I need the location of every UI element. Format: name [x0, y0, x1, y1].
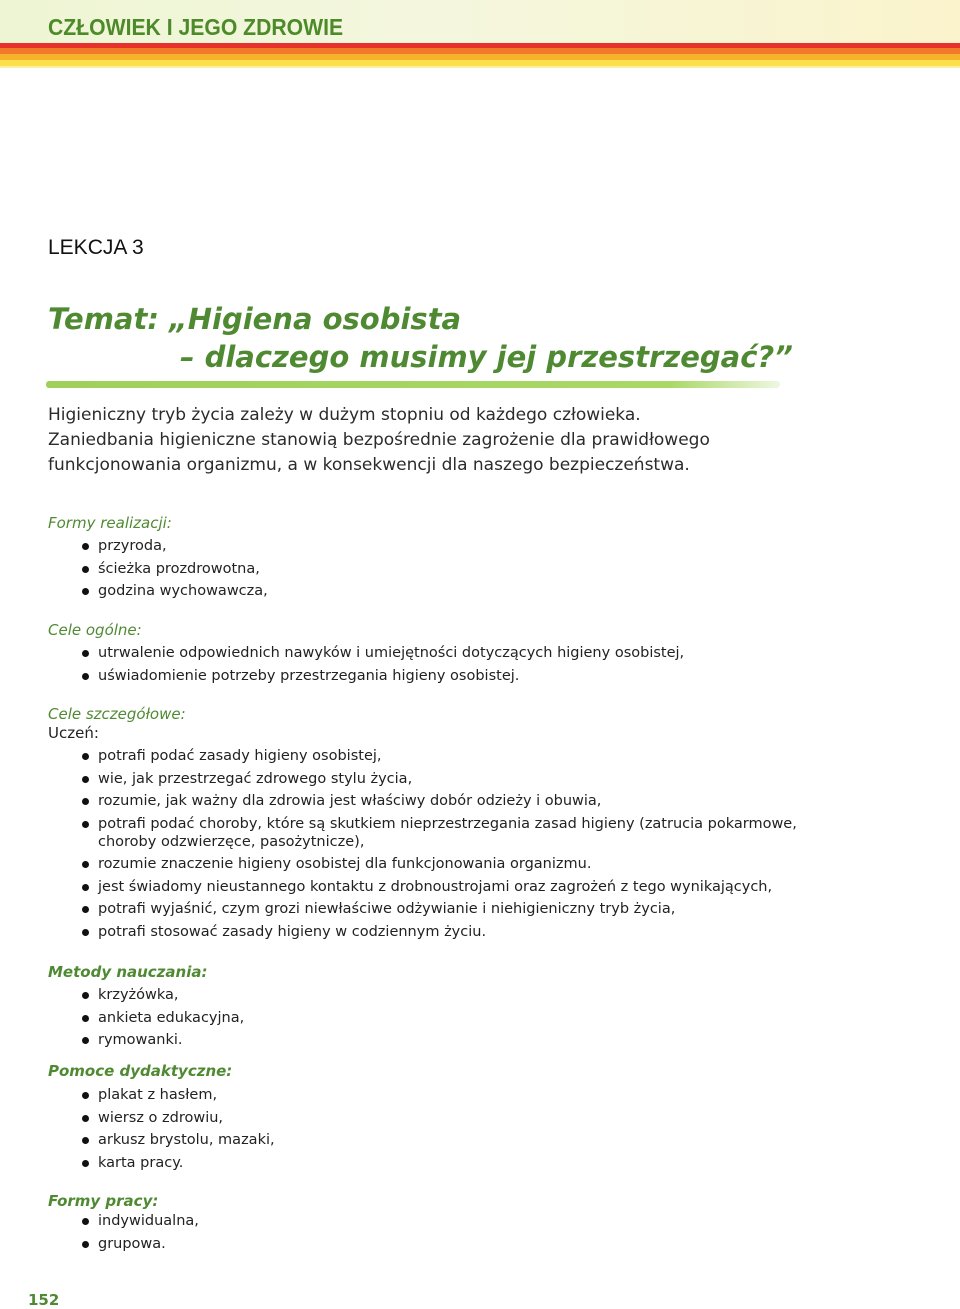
- bullet-icon: [82, 1115, 89, 1122]
- list-item: rozumie, jak ważny dla zdrowia jest właściwy dobór odzieży i obuwia,: [48, 792, 848, 810]
- list-item: plakat z hasłem,: [48, 1086, 848, 1104]
- list-pomoce-dydaktyczne: [48, 1086, 848, 1176]
- bullet-icon: [82, 1137, 89, 1144]
- bullet-icon: [82, 588, 89, 595]
- section-heading-formy-pracy: Formy pracy:: [48, 1192, 159, 1210]
- list-item: ścieżka prozdrowotna,: [48, 560, 848, 578]
- list-cele-szczegolowe: [48, 747, 848, 945]
- intro-line: Higieniczny tryb życia zależy w dużym stopniu od każdego człowieka.: [48, 405, 641, 425]
- running-header-title: CZŁOWIEK I JEGO ZDROWIE: [48, 14, 344, 40]
- list-item: przyroda,: [48, 537, 848, 555]
- bullet-icon: [82, 753, 89, 760]
- bullet-icon: [82, 650, 89, 657]
- list-item: indywidualna,: [48, 1212, 848, 1230]
- list-item: potrafi podać choroby, które są skutkiem nieprzestrzegania zasad higieny (zatrucia pokarmowe, choroby odzwierzęce, pasożytnicze),: [48, 815, 848, 851]
- list-item: arkusz brystolu, mazaki,: [48, 1131, 848, 1149]
- topic-line-1: Temat: „Higiena osobista: [48, 302, 462, 336]
- bullet-icon: [82, 798, 89, 805]
- lesson-label: LEKCJA 3: [48, 236, 144, 259]
- section-heading-formy-realizacji: Formy realizacji:: [48, 514, 172, 532]
- list-item: grupowa.: [48, 1235, 848, 1253]
- topic-title: [48, 300, 793, 376]
- list-metody-nauczania: [48, 986, 848, 1054]
- bullet-icon: [82, 776, 89, 783]
- section-heading-cele-szczegolowe: Cele szczegółowe:: [48, 705, 186, 723]
- bullet-icon: [82, 884, 89, 891]
- bullet-icon: [82, 1218, 89, 1225]
- list-formy-realizacji: [48, 537, 848, 605]
- list-item: wie, jak przestrzegać zdrowego stylu życia,: [48, 770, 848, 788]
- intro-line: funkcjonowania organizmu, a w konsekwencji dla naszego bezpieczeństwa.: [48, 455, 690, 475]
- section-heading-cele-ogolne: Cele ogólne:: [48, 621, 142, 639]
- list-item: wiersz o zdrowiu,: [48, 1109, 848, 1127]
- list-item: jest świadomy nieustannego kontaktu z drobnoustrojami oraz zagrożeń z tego wynikających,: [48, 878, 848, 896]
- bullet-icon: [82, 673, 89, 680]
- list-item: godzina wychowawcza,: [48, 582, 848, 600]
- intro-line: Zaniedbania higieniczne stanowią bezpośrednie zagrożenie dla prawidłowego: [48, 430, 710, 450]
- bullet-icon: [82, 992, 89, 999]
- bullet-icon: [82, 1037, 89, 1044]
- list-item: uświadomienie potrzeby przestrzegania higieny osobistej.: [48, 667, 848, 685]
- intro-paragraph: [48, 403, 908, 478]
- topic-line-2: – dlaczego musimy jej przestrzegać?”: [180, 340, 793, 374]
- topic-underline: [46, 381, 780, 388]
- bullet-icon: [82, 566, 89, 573]
- bullet-icon: [82, 1092, 89, 1099]
- bullet-icon: [82, 1160, 89, 1167]
- list-item: karta pracy.: [48, 1154, 848, 1172]
- bullet-icon: [82, 1241, 89, 1248]
- list-cele-ogolne: [48, 644, 848, 689]
- list-item: rozumie znaczenie higieny osobistej dla funkcjonowania organizmu.: [48, 855, 848, 873]
- list-item: ankieta edukacyjna,: [48, 1009, 848, 1027]
- header-stripe-pale: [0, 66, 960, 68]
- list-item: potrafi podać zasady higieny osobistej,: [48, 747, 848, 765]
- list-item: rymowanki.: [48, 1031, 848, 1049]
- list-item: potrafi stosować zasady higieny w codziennym życiu.: [48, 923, 848, 941]
- bullet-icon: [82, 543, 89, 550]
- list-item: potrafi wyjaśnić, czym grozi niewłaściwe odżywianie i niehigieniczny tryb życia,: [48, 900, 848, 918]
- subject-label: Uczeń:: [48, 724, 99, 742]
- list-item: utrwalenie odpowiednich nawyków i umiejętności dotyczących higieny osobistej,: [48, 644, 848, 662]
- page-number: 152: [28, 1291, 60, 1309]
- bullet-icon: [82, 821, 89, 828]
- bullet-icon: [82, 906, 89, 913]
- section-heading-metody-nauczania: Metody nauczania:: [48, 963, 208, 981]
- list-formy-pracy: [48, 1212, 848, 1257]
- section-heading-pomoce-dydaktyczne: Pomoce dydaktyczne:: [48, 1062, 233, 1080]
- bullet-icon: [82, 929, 89, 936]
- bullet-icon: [82, 1015, 89, 1022]
- bullet-icon: [82, 861, 89, 868]
- list-item: krzyżówka,: [48, 986, 848, 1004]
